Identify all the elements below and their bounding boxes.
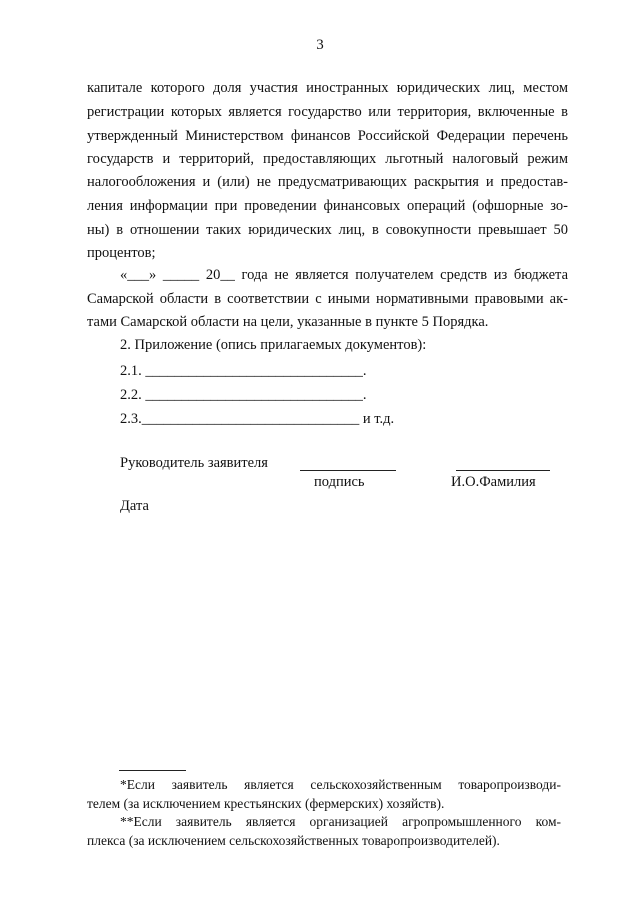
body-line: процентов;: [87, 245, 156, 261]
body-line: ны) в отношении таких юридических лиц, в совокупности превышает 50: [87, 222, 568, 238]
body-line: налогообложения и (или) не предусматривающих раскрытия и предостав-: [87, 174, 568, 190]
body-line: капитале которого доля участия иностранных юридических лиц, местом: [87, 80, 568, 96]
signature-line: [300, 470, 396, 471]
attachment-item: 2.3.______________________________ и т.д.: [120, 411, 395, 427]
body-line: государств и территорий, предоставляющих льготный налоговый режим: [87, 151, 568, 167]
attachment-item: 2.1. ______________________________.: [120, 363, 367, 379]
head-of-applicant-label: Руководитель заявителя: [120, 455, 268, 471]
body-line: регистрации которых является государство или территория, включенные в: [87, 104, 568, 120]
name-caption: И.О.Фамилия: [451, 474, 536, 490]
date-clause-line: «___» _____ 20__ года не является получателем средств из бюджета: [120, 267, 568, 283]
attachments-heading: 2. Приложение (опись прилагаемых документов):: [120, 337, 427, 353]
footnote-line: телем (за исключением крестьянских (фермерских) хозяйств).: [87, 796, 445, 811]
attachment-item: 2.2. ______________________________.: [120, 387, 367, 403]
page-number: 3: [316, 37, 324, 53]
footnote-line: *Если заявитель является сельскохозяйственным товаропроизводи-: [120, 777, 561, 792]
date-clause-line: тами Самарской области на цели, указанные в пункте 5 Порядка.: [87, 314, 489, 330]
date-clause-line: Самарской области в соответствии с иными нормативными правовыми ак-: [87, 291, 568, 307]
signature-caption: подпись: [314, 474, 365, 490]
footnote-separator: [119, 770, 186, 771]
body-line: ления информации при проведении финансовых операций (офшорные зо-: [87, 198, 568, 214]
name-line: [456, 470, 550, 471]
footnote-line: плекса (за исключением сельскохозяйственных товаропроизводителей).: [87, 833, 500, 848]
footnote-line: **Если заявитель является организацией агропромышленного ком-: [120, 814, 561, 829]
date-label: Дата: [120, 498, 149, 514]
body-line: утвержденный Министерством финансов Российской Федерации перечень: [87, 128, 568, 144]
